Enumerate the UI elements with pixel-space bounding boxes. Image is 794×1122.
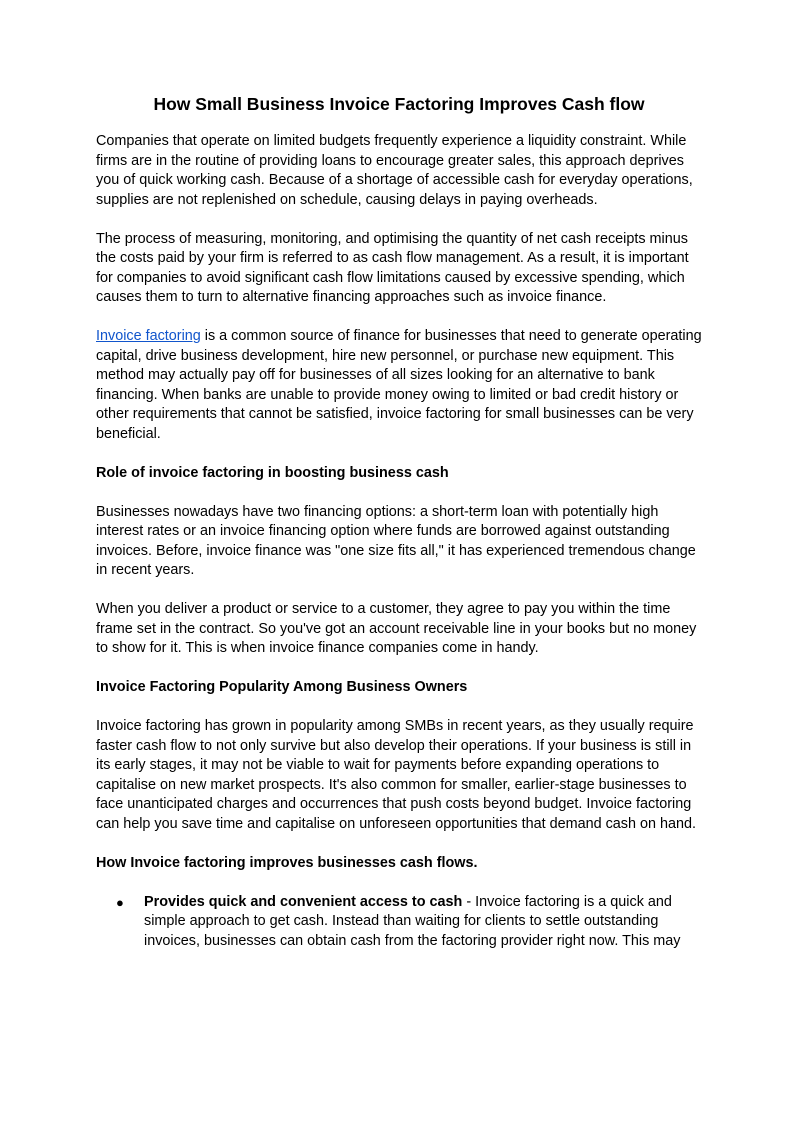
invoice-factoring-link[interactable]: Invoice factoring — [96, 328, 201, 344]
heading-improves-cash-flows: How Invoice factoring improves businesses cash flows. — [96, 854, 478, 871]
list-item-text: - Invoice factoring is a quick and simple approach to get cash. Instead than waiting for clients to settle outstanding invoices, businesses can obtain cash from the factoring provider right now. This may — [144, 893, 681, 949]
paragraph-popularity: Invoice factoring has grown in popularity among SMBs in recent years, as they usually require faster cash flow to not only survive but also develop their operations. If your business is still in its early stages, it may not be viable to wait for payments before expanding operations to capitalise on new market prospects. It's also common for smaller, earlier-stage businesses to face unanticipated charges and occurrences that push costs beyond budget. Invoice factoring can help you save time and capitalise on unforeseen opportunities that demand cash on hand. — [96, 718, 697, 832]
heading-role-of-invoice-factoring: Role of invoice factoring in boosting business cash — [96, 464, 449, 481]
paragraph-intro: Companies that operate on limited budgets frequently experience a liquidity constraint. While firms are in the routine of providing loans to encourage greater sales, this approach deprives you of quick working cash. Because of a shortage of accessible cash for everyday operations, supplies are not replenished on schedule, causing delays in paying overheads. — [96, 133, 693, 208]
benefits-list — [96, 893, 702, 952]
paragraph-accounts-receivable: When you deliver a product or service to a customer, they agree to pay you within the time frame set in the contract. So you've got an account receivable line in your books but no money to show for it. This is when invoice finance companies come in handy. — [96, 601, 697, 656]
paragraph-invoice-factoring — [96, 327, 702, 444]
list-item — [96, 893, 702, 952]
list-item-title: Provides quick and convenient access to cash — [144, 893, 463, 910]
paragraph-financing-options: Businesses nowadays have two financing options: a short-term loan with potentially high interest rates or an invoice financing option where funds are borrowed against outstanding invoices. Before, invoice finance was "one size fits all," it has experienced tremendous change in recent years. — [96, 503, 696, 578]
paragraph-invoice-factoring-text: is a common source of finance for businesses that need to generate operating capital, drive business development, hire new personnel, or purchase new equipment. This method may actually pay off for businesses of all sizes looking for an alternative to bank financing. When banks are unable to provide money owing to limited or bad credit history or other requirements that cannot be satisfied, invoice factoring for small businesses can be very beneficial. — [96, 328, 702, 442]
document-title: How Small Business Invoice Factoring Improves Cash flow — [153, 94, 645, 114]
heading-factoring-popularity: Invoice Factoring Popularity Among Business Owners — [96, 679, 468, 695]
bullet-icon: ● — [116, 894, 124, 910]
paragraph-cash-flow-management: The process of measuring, monitoring, and optimising the quantity of net cash receipts minus the costs paid by your firm is referred to as cash flow management. As a result, it is important for companies to avoid significant cash flow limitations caused by excessive spending, which causes them to turn to alternative financing approaches such as invoice finance. — [96, 230, 689, 305]
document-page — [96, 92, 702, 951]
